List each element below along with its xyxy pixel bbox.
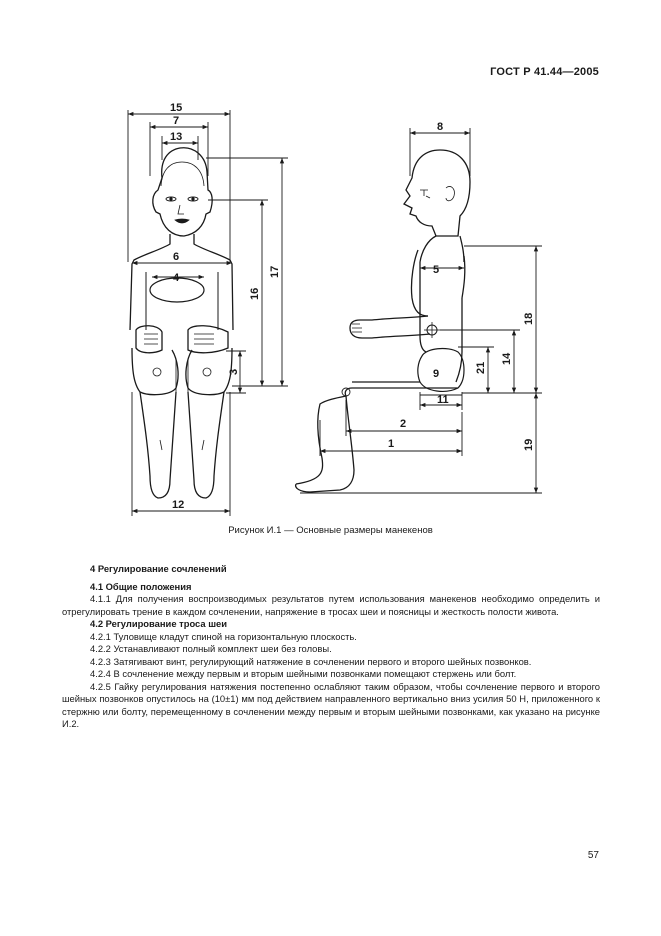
dim-label-18: 18	[523, 312, 535, 325]
dim-label-3: 3	[228, 368, 240, 375]
dim-label-4: 4	[173, 272, 180, 284]
dim-label-17: 17	[269, 265, 281, 278]
front-view-dimensions	[128, 110, 288, 516]
section-title: 4 Регулирование сочленений	[90, 563, 227, 574]
dim-label-12: 12	[172, 499, 185, 511]
figure-caption: Рисунок И.1 — Основные размеры манекенов	[228, 525, 433, 536]
dim-label-2: 2	[400, 418, 407, 430]
standard-code-header: ГОСТ Р 41.44—2005	[490, 66, 599, 78]
dim-label-21: 21	[475, 361, 487, 374]
subsection-title-4-1: 4.1 Общие положения	[90, 580, 192, 592]
dim-label-5: 5	[433, 264, 440, 276]
paragraph-4-2-2: 4.2.2 Устанавливают полный комплект шеи без головы.	[90, 643, 332, 654]
subsection-title-4-2: 4.2 Регулирование троса шеи	[90, 618, 227, 629]
dim-label-14: 14	[501, 352, 513, 365]
dim-label-13: 13	[170, 131, 183, 143]
page-number: 57	[587, 850, 599, 861]
paragraph-4-2-3: 4.2.3 Затягивают винт, регулирующий натяжение в сочленении первого и второго шейных позвонков.	[90, 655, 532, 667]
document-body	[62, 563, 600, 731]
side-view-mannequin	[296, 150, 470, 492]
paragraph-4-2-5: 4.2.5 Гайку регулирования натяжения постепенно ослабляют таким образом, чтобы сочленение первого и второго шейных позвонков опустилось на (10±1) мм под действием направленного вертикально вниз усилия 50 Н, приложенного к стержню или болту, перемещенному в сочленении между первым и вторым шейными позвонками, как указано на рисунке И.2.	[62, 680, 600, 729]
dim-label-8: 8	[437, 121, 444, 133]
paragraph-4-2-4: 4.2.4 В сочленение между первым и вторым шейными позвонками помещают стержень или болт.	[90, 668, 517, 679]
side-view-dimensions	[300, 128, 542, 493]
paragraph-4-2-1: 4.2.1 Туловище кладут спиной на горизонтальную плоскость.	[90, 630, 357, 642]
paragraph-4-1-1: 4.1.1 Для получения воспроизводимых результатов путем использования манекенов необходимо определить и отрегулировать трение в каждом сочленении, напряжение в тросах шеи и поясницы и жесткость полости живота.	[62, 593, 600, 617]
dim-label-7: 7	[173, 115, 180, 127]
dim-label-9: 9	[433, 368, 440, 380]
dim-label-19: 19	[523, 438, 535, 451]
dim-label-6: 6	[173, 251, 180, 263]
dim-label-16: 16	[249, 287, 261, 300]
dim-label-11: 11	[437, 394, 449, 406]
front-view-labels	[170, 102, 281, 511]
dim-label-1: 1	[388, 438, 395, 450]
dim-label-15: 15	[170, 102, 183, 114]
